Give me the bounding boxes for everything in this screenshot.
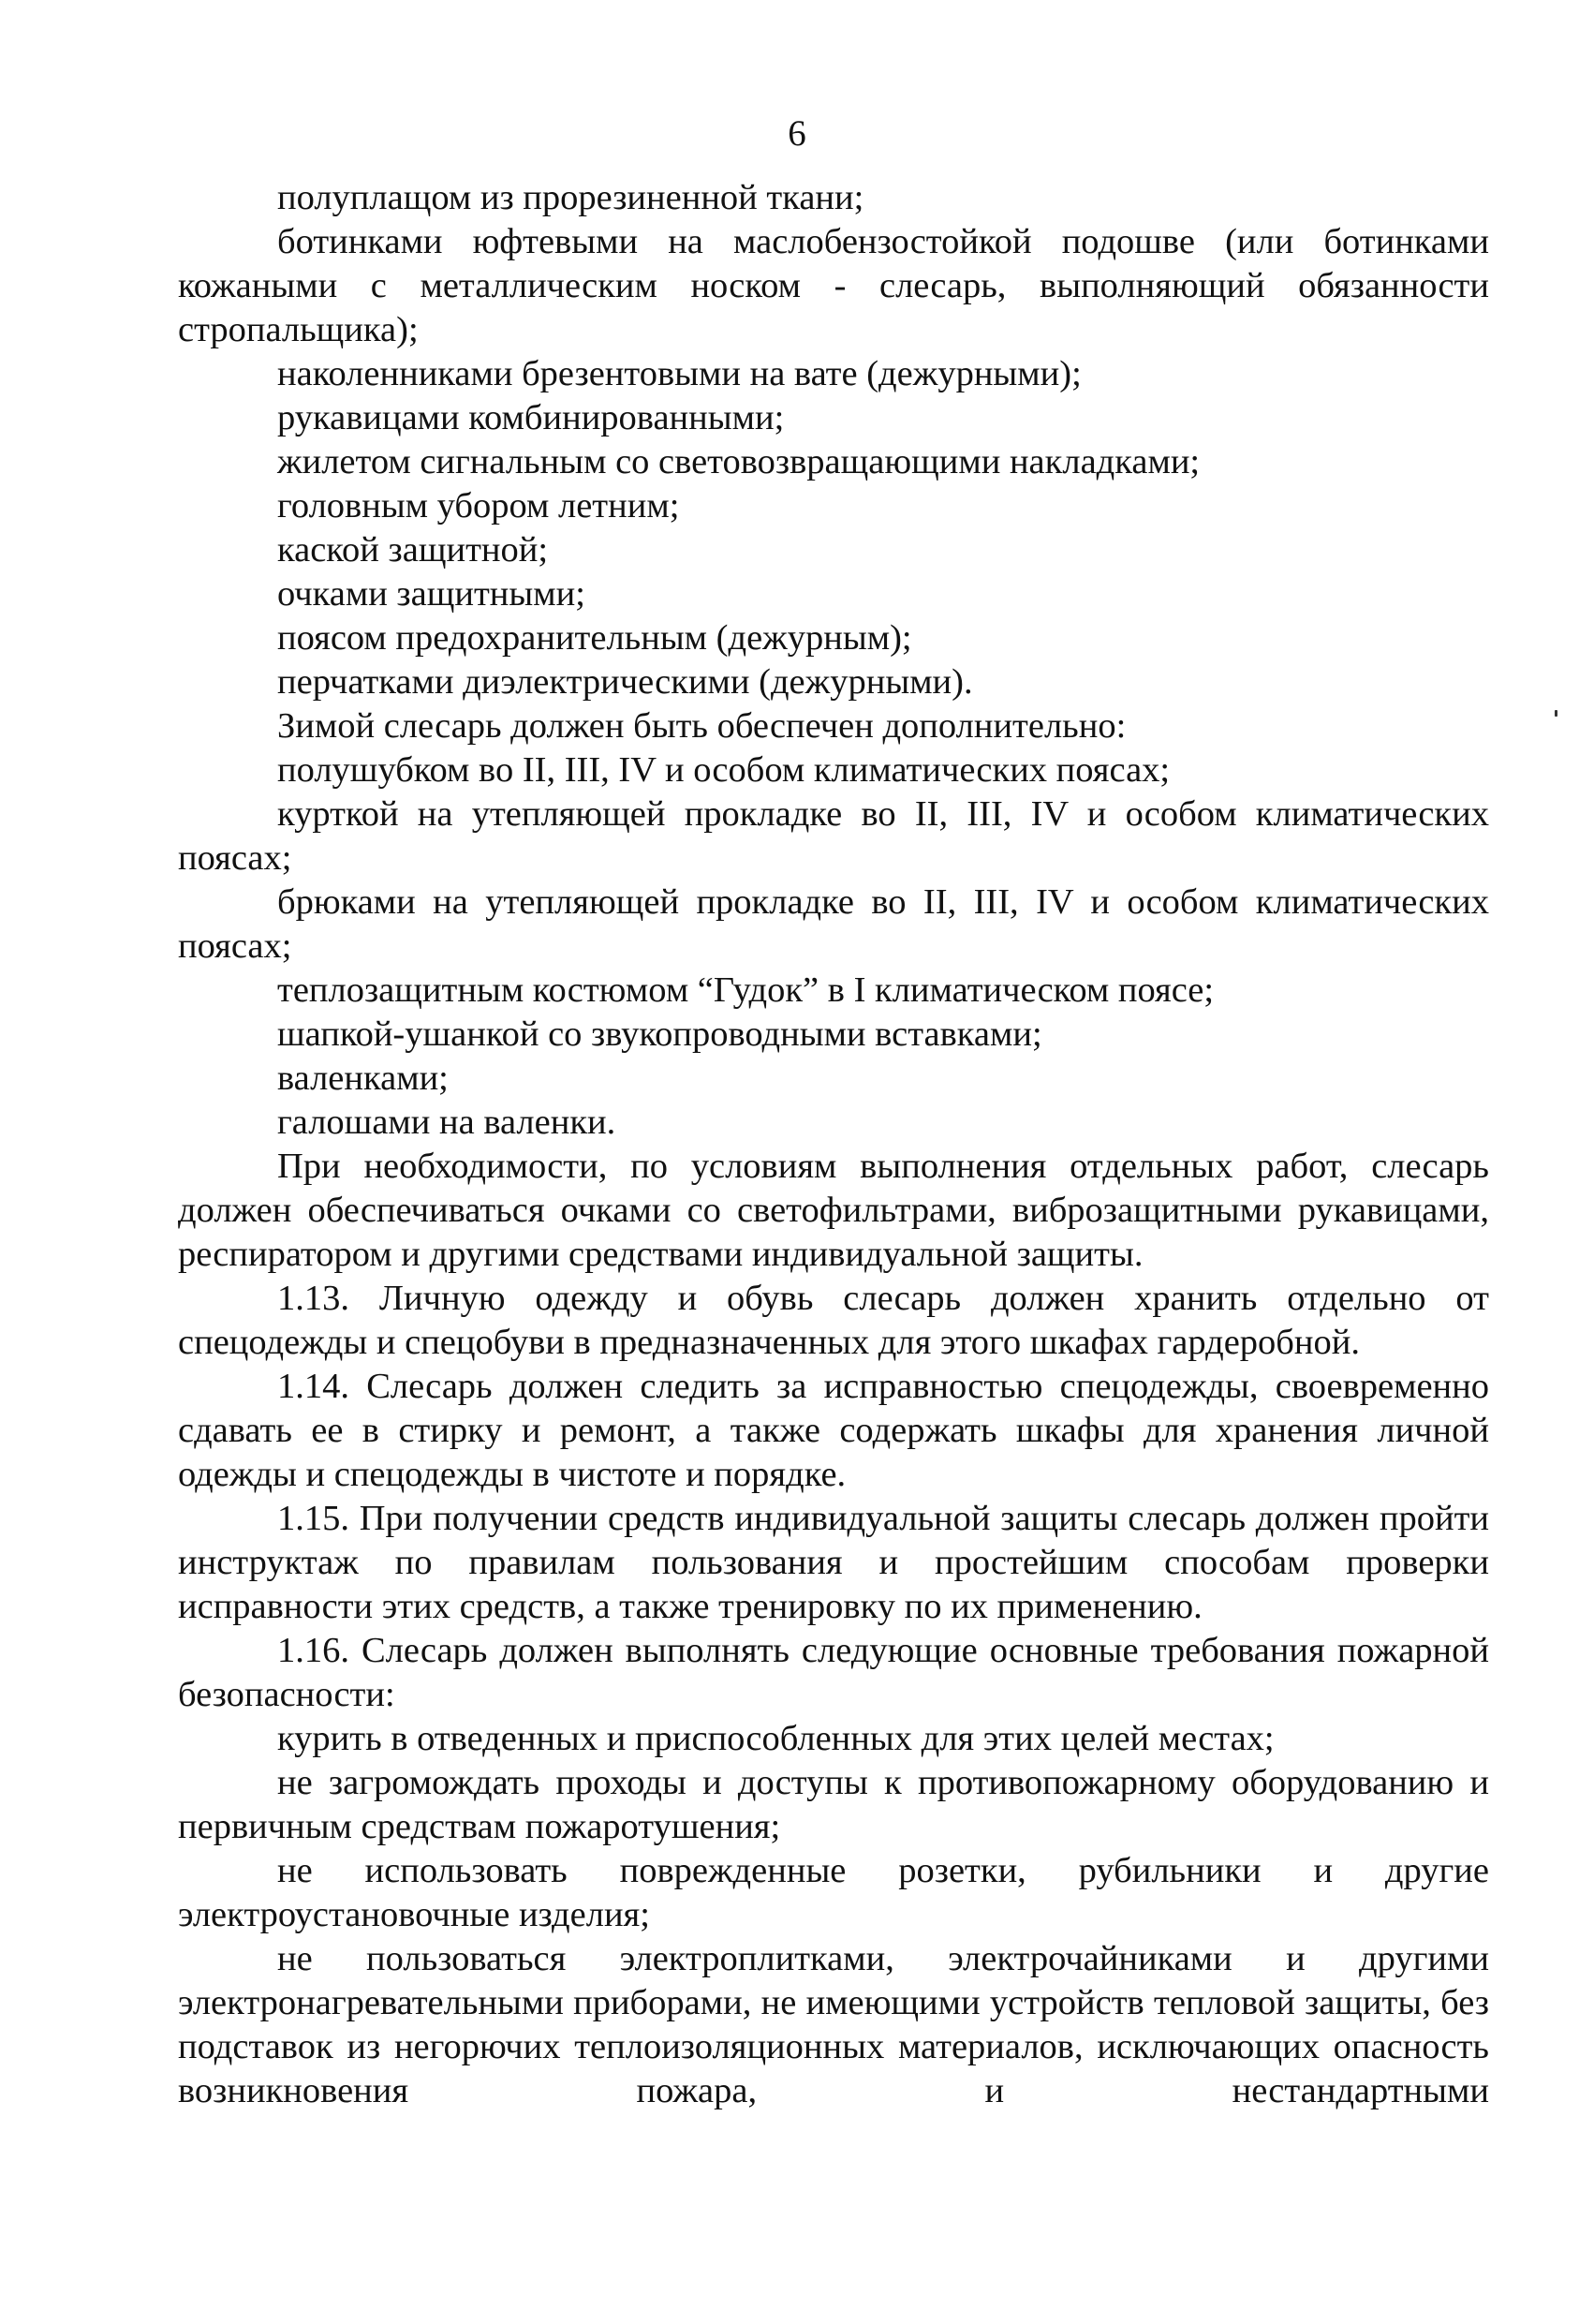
paragraph: 1.16. Слесарь должен выполнять следующие основные требования пожарной безопасности: (178, 1631, 1489, 1714)
paragraph: брюками на утепляющей прокладке во II, III, IV и особом климатических поясах; (178, 882, 1489, 966)
scan-speck (1555, 710, 1557, 717)
paragraph: очками защитными; (277, 574, 585, 614)
document-body (178, 176, 1489, 2113)
paragraph: полуплащом из прорезиненной ткани; (277, 178, 864, 217)
paragraph: не загромождать проходы и доступы к противопожарному оборудованию и первичным средствам пожаротушения; (178, 1763, 1489, 1846)
paragraph: не пользоваться электроплитками, электрочайниками и другими электронагревательными приборами, не имеющими устройств тепловой защиты, без подставок из негорючих теплоизоляционных материалов, исключающих опасность возникновения пожара, и нестандартными (178, 1939, 1489, 2110)
paragraph: 1.15. При получении средств индивидуальной защиты слесарь должен пройти инструктаж по правилам пользования и простейшим способам проверки исправности этих средств, а также тренировку по их применению. (178, 1499, 1489, 1626)
paragraph: рукавицами комбинированными; (277, 398, 785, 437)
paragraph: наколенниками брезентовыми на вате (дежурными); (277, 354, 1082, 393)
paragraph: перчатками диэлектрическими (дежурными). (277, 662, 973, 702)
paragraph: При необходимости, по условиям выполнения отдельных работ, слесарь должен обеспечиваться очками со светофильтрами, виброзащитными рукавицами, респиратором и другими средствами индивидуальной защиты. (178, 1147, 1489, 1274)
paragraph: ботинками юфтевыми на маслобензостойкой подошве (или ботинками кожаными с металлическим носком - слесарь, выполняющий обязанности стропальщика); (178, 222, 1489, 349)
paragraph: 1.13. Личную одежду и обувь слесарь должен хранить отдельно от спецодежды и спецобуви в предназначенных для этого шкафах гардеробной. (178, 1279, 1489, 1362)
paragraph: каской защитной; (277, 530, 549, 570)
paragraph: 1.14. Слесарь должен следить за исправностью спецодежды, своевременно сдавать ее в стирку и ремонт, а также содержать шкафы для хранения личной одежды и спецодежды в чистоте и порядке. (178, 1367, 1489, 1494)
paragraph: поясом предохранительным (дежурным); (277, 618, 912, 658)
paragraph: Зимой слесарь должен быть обеспечен дополнительно: (277, 706, 1127, 746)
paragraph: валенками; (277, 1058, 449, 1098)
paragraph: теплозащитным костюмом “Гудок” в I климатическом поясе; (277, 970, 1215, 1010)
paragraph: курткой на утепляющей прокладке во II, III, IV и особом климатических поясах; (178, 794, 1489, 878)
page-number: 6 (788, 113, 806, 154)
paragraph: не использовать поврежденные розетки, рубильники и другие электроустановочные изделия; (178, 1851, 1489, 1934)
paragraph: галошами на валенки. (277, 1103, 616, 1142)
paragraph: головным убором летним; (277, 486, 680, 525)
paragraph: шапкой-ушанкой со звукопроводными вставками; (277, 1014, 1042, 1054)
paragraph: полушубком во II, III, IV и особом климатических поясах; (277, 750, 1171, 790)
paragraph: жилетом сигнальным со световозвращающими накладками; (277, 442, 1201, 481)
paragraph: курить в отведенных и приспособленных для этих целей местах; (277, 1719, 1275, 1758)
